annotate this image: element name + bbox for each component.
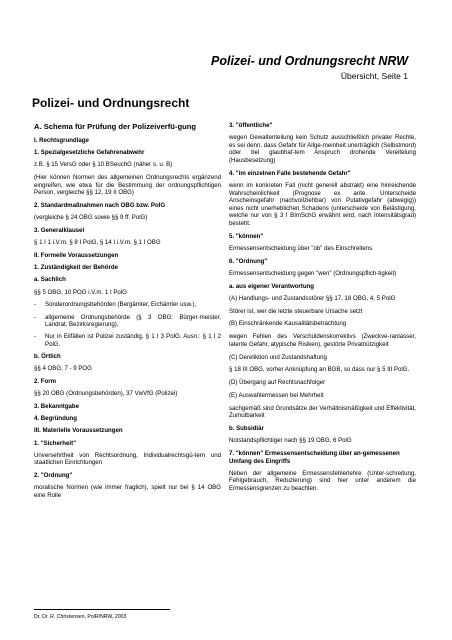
left-column [34,122,221,505]
heading: 6. "Ordnung" [229,257,268,265]
paragraph: Störer ist, wer die letzte steuerbare Ursache setzt [229,307,363,315]
paragraph: §§ 5 OBG, 10 POG i.V.m. 1 I PolG [34,288,127,296]
paragraph: moralische Normen (wie immer fraglich), spielt nur bei § 14 OBG eine Rolle [34,484,221,499]
heading: III. Materielle Voraussetzungen [34,427,123,435]
paragraph: § 18 III OBG, vorher Anknüpfung an BGB, so dass nur § 5 III PolG. [229,366,410,374]
heading: A. Schema für Prüfung der Polizeiverfü-gung [34,122,197,131]
paragraph: (E) Auswahlermessen bei Mehrheit [229,391,324,399]
paragraph: Ermessensentscheidung gegen "wen" (Ordnungspflich-tigkeit) [229,269,397,277]
paragraph: z.B. § 15 VersG oder § 10 BSeuchG (näher s. u. B) [34,161,173,169]
paragraph: Neben der allgemeine Ermessensfehlerlehre (Unter-schreitung, Fehlgebrauch, Reduzierung) sind hier unter anderem die Ermessensgrenzen zu beachten. [229,469,416,492]
heading: b. Örtlich [34,353,61,361]
paragraph: wenn im konkreten Fall (nicht generell abstrakt) eine hinreichende Wahrscheinlichkeit (Prognose ex ante. Unterscheide Anscheinsgefahr (nachvollziehbar) von Putativgefahr (abwegig)) eines nicht unerheblichen Schadens (unterscheide von Belästigung, welche nur von § 3 I BImSchG erwähnt wird, nach Intensitätsgrad) besteht. [229,181,416,227]
document-title: Polizei- und Ordnungsrecht NRW [211,54,408,68]
heading: 2. Form [34,378,57,386]
paragraph: (D) Übergang auf Rechtsnachfolger [229,379,326,387]
footer-text: Dr. Dr. R. Christensen, PolR/NRW, 2003 [34,614,127,620]
paragraph: Unversehrtheit von Rechtsordnung, Individualrechtsgü-tern und staatlichen Einrichtungen [34,451,221,467]
footer-divider [34,609,170,610]
heading: 1. "Sicherheit" [34,439,77,447]
heading: II. Formelle Voraussetzungen [34,252,119,260]
heading: 3. Bekanntgabe [34,403,80,411]
section-title: Polizei- und Ordnungsrecht [32,96,190,110]
list-item [34,333,221,348]
bullet-dash: - [34,313,37,321]
bullet-dash: - [34,301,37,309]
heading: a. aus eigener Verantwortung [229,282,314,290]
right-column [229,122,416,498]
paragraph: § 1 I 1 i.V.m. § 8 I PolG, § 14 I i.V.m. § 1 I OBG [34,239,161,247]
paragraph: (A) Handlungs- und Zustandsstörer §§ 17, 18 OBG, 4, 5 PolG [229,294,396,302]
heading: 4. "im einzelnen Falle bestehende Gefahr" [229,169,351,177]
paragraph: wegen Gewaltenteilung kein Schutz ausschließlich privater Rechte, es sei denn, dass Gefahr für Allge-meinheit unerträglich (Selbstmord) oder bei glaubhaf-tem Anspruch drohende Vereitelung (Hausbesetzung) [229,134,416,164]
list-item-text: allgemeine Ordnungsbehörde (§ 3 OBG: Bürger-meister, Landrat, Bezirksregierung), [45,313,221,329]
paragraph: wegen Fehlen des Verschuldenskorrektivs (Zweckve-ranlasser, latente Gefahr, atypische Risiken), gestörte Privatnützigkeit [229,333,416,348]
paragraph: (vergleiche § 24 OBG sowie §§ 9 ff. PolG) [34,214,148,222]
heading: 1. Zuständigkeit der Behörde [34,264,118,272]
bullet-dash: - [34,333,37,341]
heading: 3. "öffentliche" [229,122,273,129]
paragraph: (C) Dereliktion und Zustandshaftung [229,353,327,361]
paragraph: Notstandspflichtiger nach §§ 19 OBG, 6 PolG [229,437,352,445]
heading: a. Sachlich [34,276,66,284]
list-item [34,301,221,309]
heading: 2. Standardmaßnahmen nach OBG bzw. PolG [34,202,166,210]
paragraph: (B) Einschränkende Kausalitätsbetrachtung [229,320,347,328]
heading: 2. "Ordnung" [34,472,73,480]
heading: I. Rechtsgrundlage [34,137,89,144]
list-item-text: Nur in Eilfällen ist Polizei zuständig, § 1 I 3 PolG. Ausn.: § 1 I 2 PolG. [45,333,221,348]
heading: 7. "können" Ermessensentscheidung über an-gemessenen Umfang des Eingriffs [229,450,400,465]
heading: 3. Generalklausel [34,227,85,235]
paragraph: §§ 4 OBG, 7 - 9 POG [34,365,92,373]
list-item-text: Sonderordnungsbehörden (Bergämter, Eichämter usw.), [45,301,197,309]
paragraph: Ermessensentscheidung über "ob" des Einschreitens [229,244,373,252]
list-item [34,314,221,329]
paragraph: sachgemäß sind Grundsätze der Verhältnismäßigkeit und Effektivität, Zumutbarkeit [229,404,416,420]
paragraph: (Hier können Normen des allgemeinen Ordnungsrechts ergänzend eingreifen, wie etwa für die Bestimmung der ordnungspflichtigen Person, vergleiche §§ 12, 19 II OBG) [34,174,221,197]
heading: 5. "können" [229,232,264,240]
heading: 1. Spezialgesetzliche Gefahrenabwehr [34,149,145,157]
heading: b. Subsidiär [229,425,264,433]
document-subtitle: Übersicht, Seite 1 [340,71,408,81]
heading: 4. Begründung [34,415,77,423]
paragraph: §§ 20 OBG (Ordnungsbehörden), 37 VwVfG (Polizei) [34,390,178,398]
